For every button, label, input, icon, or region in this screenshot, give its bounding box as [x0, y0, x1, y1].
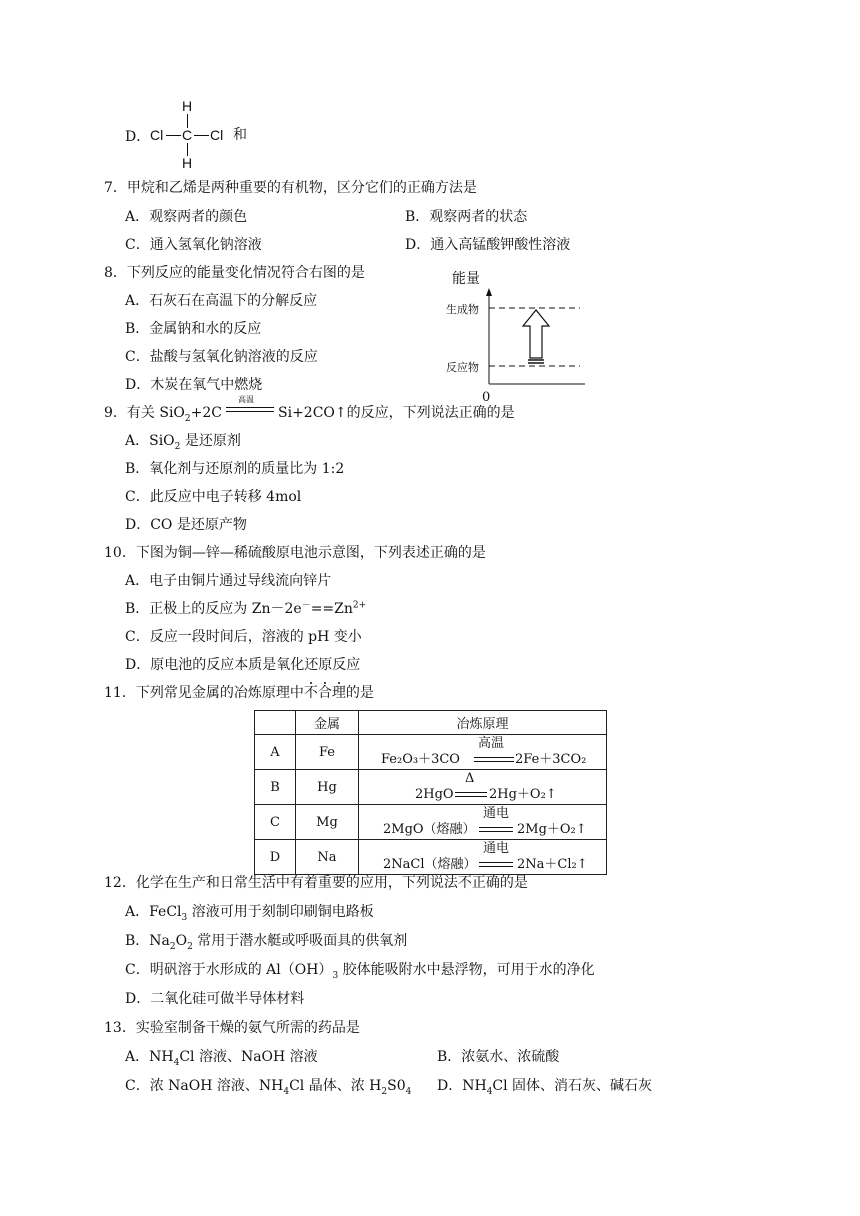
energy-up-arrow	[523, 310, 549, 358]
q13-c-mid: Cl 晶体、浓 H	[289, 1078, 382, 1094]
q8-option-d: D．木炭在氧气中燃烧	[125, 377, 263, 393]
table-header-cell	[255, 711, 296, 735]
q13-a-pre: A．NH	[125, 1049, 174, 1065]
q9-stem-plus: +2C	[190, 405, 222, 421]
q13-d-sub: 4	[486, 1086, 493, 1097]
q7-stem: 7．甲烷和乙烯是两种重要的有机物，区分它们的正确方法是	[104, 180, 477, 196]
cl-left-atom: Cl	[150, 127, 164, 143]
row-principle	[359, 735, 607, 770]
q9-option-d: D．CO 是还原产物	[125, 517, 247, 533]
q6-option-d-label: D．	[125, 129, 151, 145]
q13-d-pre: D．NH	[437, 1078, 487, 1094]
q9-stem-pre: 9．有关 SiO	[104, 405, 185, 421]
q9-stem-post: Si+2CO↑的反应，下列说法正确的是	[278, 405, 515, 421]
q8-option-a: A．石灰石在高温下的分解反应	[125, 293, 318, 309]
metallurgy-table	[254, 710, 607, 875]
equation-left: 2NaCl（熔融）	[383, 857, 477, 872]
origin-label: 0	[482, 390, 491, 405]
reactant-label: 反应物	[446, 361, 479, 374]
equation-equals	[479, 827, 513, 832]
q8-option-b: B．金属钠和水的反应	[125, 321, 262, 337]
equation-condition: Δ	[465, 771, 475, 786]
row-metal: Fe	[296, 735, 359, 770]
q11-stem-emphasis	[304, 685, 346, 701]
q12-c-post: 胶体能吸附水中悬浮物，可用于水的净化	[338, 962, 595, 978]
row-metal: Na	[296, 840, 359, 875]
equation-right: 2Fe＋3CO₂	[515, 752, 587, 767]
q10-option-b	[125, 599, 366, 619]
q12-c-sub: 3	[332, 970, 339, 981]
q13-option-b: B．浓氨水、浓硫酸	[437, 1049, 560, 1065]
equation-equals	[455, 792, 487, 797]
q10-option-c: C．反应一段时间后，溶液的 pH 变小	[125, 629, 362, 645]
q13-option-a	[125, 1047, 318, 1067]
equation-condition: 通电	[483, 806, 510, 821]
h-bottom-atom: H	[182, 155, 193, 171]
row-id: B	[255, 770, 296, 805]
table-row	[255, 770, 607, 805]
q10-b-sup2: 2+	[352, 600, 367, 611]
q9-option-c: C．此反应中电子转移 4mol	[125, 489, 302, 505]
row-principle	[359, 805, 607, 840]
q10-option-a: A．电子由铜片通过导线流向锌片	[125, 573, 332, 589]
q9-a-sub: 2	[174, 441, 181, 452]
equation-equals	[479, 862, 513, 867]
equation-condition: 高温	[478, 736, 505, 751]
y-axis-arrow	[486, 288, 492, 296]
c-atom: C	[182, 127, 193, 143]
q9-stem-sub: 2	[184, 413, 191, 424]
q11-stem-post: 的是	[345, 685, 374, 701]
q12-b-pre: B．Na	[125, 933, 170, 949]
table-header-cell: 冶炼原理	[359, 711, 607, 735]
q13-a-sub: 4	[173, 1057, 180, 1068]
emphasis-dot-3	[338, 682, 340, 684]
q12-option-c	[125, 960, 595, 980]
cl-right-atom: Cl	[210, 127, 224, 143]
q12-a-post: 溶液可用于刻制印刷铜电路板	[187, 904, 374, 920]
q10-b-pre: B．正极上的反应为 Zn－2e	[125, 601, 302, 617]
q11-stem-em-text: 不合理	[303, 685, 346, 701]
row-principle	[359, 840, 607, 875]
equation-left: 2HgO	[415, 787, 454, 802]
table-row	[255, 735, 607, 770]
equation-condition: 通电	[483, 841, 510, 856]
q13-c-sub2: 2	[381, 1086, 388, 1097]
q12-option-d: D．二氧化硅可做半导体材料	[125, 991, 305, 1007]
q9-a-pre: A．SiO	[125, 433, 175, 449]
row-id: C	[255, 805, 296, 840]
table-row	[255, 840, 607, 875]
q9-condition	[224, 395, 276, 417]
q8-stem: 8．下列反应的能量变化情况符合右图的是	[104, 265, 365, 281]
q11-stem	[104, 683, 374, 703]
q12-option-b	[125, 931, 407, 951]
equation-right: 2Na＋Cl₂↑	[517, 857, 588, 872]
q9-stem	[104, 395, 515, 424]
table-header-cell: 金属	[296, 711, 359, 735]
q13-d-post: Cl 固体、消石灰、碱石灰	[492, 1078, 653, 1094]
conj-he: 和	[233, 127, 247, 143]
q13-c-pre: C．浓 NaOH 溶液、NH	[125, 1078, 284, 1094]
q12-c-pre: C．明矾溶于水形成的 Al（OH）	[125, 962, 333, 978]
q13-stem: 13．实验室制备干燥的氨气所需的药品是	[104, 1020, 360, 1036]
q10-b-sup1: －	[301, 600, 311, 611]
q12-stem: 12．化学在生产和日常生活中有着重要的应用，下列说法不正确的是	[104, 875, 528, 891]
q9-option-b: B．氧化剂与还原剂的质量比为 1:2	[125, 461, 345, 477]
q10-option-d: D．原电池的反应本质是氧化还原反应	[125, 657, 361, 673]
emphasis-dot-1	[310, 682, 312, 684]
energy-axis-label: 能量	[452, 271, 480, 287]
equation-left: 2MgO（熔融）	[383, 822, 476, 837]
row-metal: Mg	[296, 805, 359, 840]
q13-c-sub1: 4	[283, 1086, 290, 1097]
equation-left: Fe₂O₃＋3CO	[381, 752, 460, 767]
equation-right: 2Mg＋O₂↑	[517, 822, 587, 837]
dichloromethane-structure	[150, 98, 250, 174]
q10-b-mid: ==Zn	[310, 601, 353, 617]
q10-stem: 10．下图为铜—锌—稀硫酸原电池示意图，下列表述正确的是	[104, 545, 486, 561]
q12-a-sub: 3	[181, 912, 188, 923]
q7-option-d: D．通入高锰酸钾酸性溶液	[405, 237, 571, 253]
q12-b-post: 常用于潜水艇或呼吸面具的供氧剂	[192, 933, 408, 949]
bond-right	[194, 135, 209, 136]
table-row	[255, 805, 607, 840]
q12-option-a	[125, 902, 374, 922]
q13-c-sub3: 4	[405, 1086, 412, 1097]
equation-equals	[474, 757, 514, 762]
q12-b-mid: O	[175, 933, 188, 949]
energy-diagram-svg	[440, 266, 590, 406]
q7-option-c: C．通入氢氧化钠溶液	[125, 237, 262, 253]
row-principle	[359, 770, 607, 805]
q9-option-a	[125, 431, 241, 451]
h-top-atom: H	[182, 98, 193, 114]
equation-right: 2Hg＋O₂↑	[489, 787, 557, 802]
q12-b-sub2: 2	[187, 941, 193, 952]
q8-option-c: C．盐酸与氢氧化钠溶液的反应	[125, 349, 318, 365]
q13-a-post: Cl 溶液、NaOH 溶液	[179, 1049, 318, 1065]
energy-diagram	[440, 266, 590, 406]
q9-condition-equals	[226, 407, 274, 412]
q9-condition-text: 高温	[238, 395, 254, 404]
product-label: 生成物	[446, 303, 479, 316]
q13-option-c	[125, 1076, 411, 1096]
q9-a-post: 是还原剂	[180, 433, 241, 449]
table-header-row	[255, 711, 607, 735]
row-metal: Hg	[296, 770, 359, 805]
q13-c-mid2: S0	[387, 1078, 406, 1094]
row-id: A	[255, 735, 296, 770]
q12-b-sub1: 2	[169, 941, 176, 952]
q13-option-d	[437, 1076, 652, 1096]
q7-option-b: B．观察两者的状态	[405, 209, 528, 225]
q12-a-pre: A．FeCl	[125, 904, 182, 920]
q11-stem-pre: 11．下列常见金属的冶炼原理中	[104, 685, 304, 701]
row-id: D	[255, 840, 296, 875]
bond-top	[187, 114, 188, 128]
emphasis-dot-2	[324, 682, 326, 684]
bond-left	[166, 135, 181, 136]
q7-option-a: A．观察两者的颜色	[125, 209, 248, 225]
